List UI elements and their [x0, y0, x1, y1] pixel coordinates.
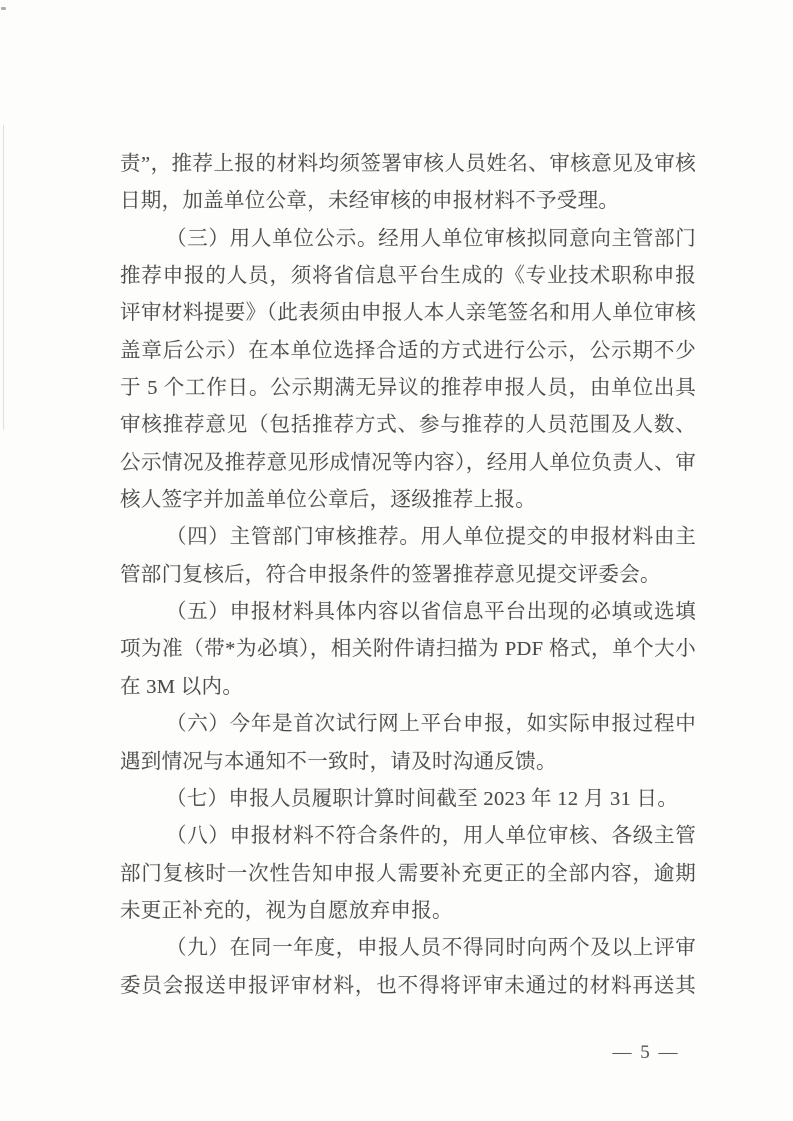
text-line: 项为准（带*为必填），相关附件请扫描为 PDF 格式，单个大小 [120, 638, 696, 661]
text-line: （四）主管部门审核推荐。用人单位提交的申报材料由主 [166, 526, 696, 549]
text-line: 管部门复核后，符合申报条件的签署推荐意见提交评委会。 [120, 563, 661, 586]
text-line: 委员会报送申报评审材料，也不得将评审未通过的材料再送其 [120, 974, 696, 997]
text-line: （九）在同一年度，申报人员不得同时向两个及以上评审 [166, 937, 696, 960]
text-line: 推荐申报的人员，须将省信息平台生成的《专业技术职称申报 [120, 265, 696, 288]
page-number: — 5 — [612, 1042, 680, 1063]
text-line: 在 3M 以内。 [120, 675, 244, 698]
text-line: 于 5 个工作日。公示期满无异议的推荐申报人员，由单位出具 [120, 377, 696, 400]
text-line: （七）申报人员履职计算时间截至 2023 年 12 月 31 日。 [166, 787, 679, 810]
text-line: 部门复核时一次性告知申报人需要补充更正的全部内容，逾期 [120, 862, 696, 885]
text-line: 评审材料提要》（此表须由申报人本人亲笔签名和用人单位审核 [120, 302, 696, 325]
text-line: 日期，加盖单位公章，未经审核的申报材料不予受理。 [120, 190, 620, 213]
text-line: 公示情况及推荐意见形成情况等内容），经用人单位负责人、审 [120, 451, 696, 474]
scan-speck-artifact [1, 7, 6, 10]
scan-edge-line-artifact [3, 125, 4, 430]
text-line: 审核推荐意见（包括推荐方式、参与推荐的人员范围及人数、 [120, 414, 696, 437]
text-line: 盖章后公示）在本单位选择合适的方式进行公示，公示期不少 [120, 339, 696, 362]
text-line: （八）申报材料不符合条件的，用人单位审核、各级主管 [166, 825, 696, 848]
text-line: （五）申报材料具体内容以省信息平台出现的必填或选填 [166, 601, 696, 624]
text-line: （六）今年是首次试行网上平台申报，如实际申报过程中 [166, 713, 696, 736]
text-line: 遇到情况与本通知不一致时，请及时沟通反馈。 [120, 750, 557, 773]
text-line: 责”，推荐上报的材料均须签署审核人员姓名、审核意见及审核 [120, 153, 696, 175]
text-line: 未更正补充的，视为自愿放弃申报。 [120, 899, 453, 922]
text-line: 核人签字并加盖单位公章后，逐级推荐上报。 [120, 489, 536, 512]
text-line: （三）用人单位公示。经用人单位审核拟同意向主管部门 [166, 227, 696, 250]
document-body [120, 146, 696, 1005]
